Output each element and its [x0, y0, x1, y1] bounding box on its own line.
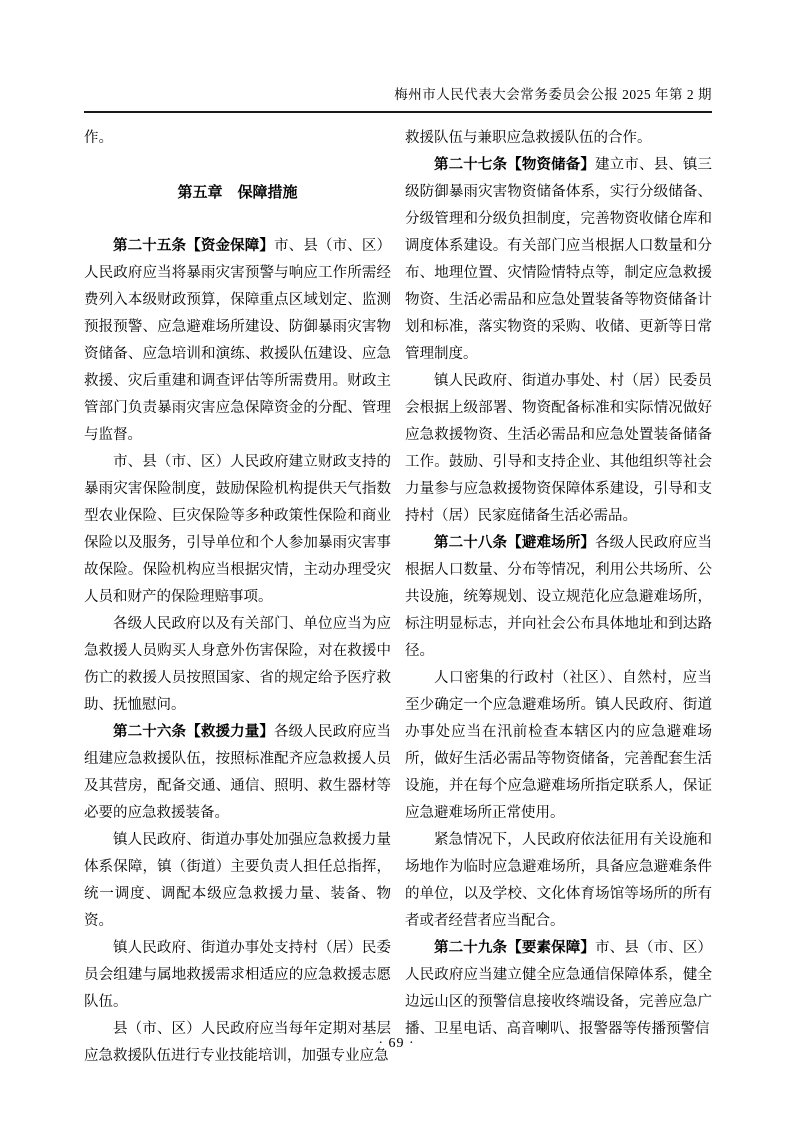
- paragraph: 第二十六条【救援力量】各级人民政府应当组建应急救援队伍，按照标准配齐应急救援人员及其营房，配备交通、通信、照明、救生器材等必要的应急救援装备。: [84, 724, 392, 821]
- right-column: [405, 125, 712, 1070]
- page-content: [84, 125, 712, 1070]
- paragraph: 第二十七条【物资储备】建立市、县、镇三级防御暴雨灾害物资储备体系，实行分级储备、分级管理和分级负担制度，完善物资收储仓库和调度体系建设。有关部门应当根据人口数量和分布、地理位置、灾情险情特点等，制定应急救援物资、生活必需品和应急处置装备等物资储备计划和标准，落实物资的采购、收储、更新等日常管理制度。: [405, 157, 713, 362]
- paragraph: 人口密集的行政村（社区）、自然村，应当至少确定一个应急避难场所。镇人民政府、街道办事处应当在汛前检查本辖区内的应急避难场所，做好生活必需品等物资储备，完善配套生活设施，并在每个应急避难场所指定联系人，保证应急避难场所正常使用。: [405, 670, 712, 821]
- page-number: · 69 ·: [378, 1036, 415, 1051]
- paragraph: 镇人民政府、街道办事处加强应急救援力量体系保障，镇（街道）主要负责人担任总指挥，统一调度、调配本级应急救援力量、装备、物资。: [84, 832, 391, 929]
- paragraph: 第二十九条【要素保障】市、县（市、区）人民政府应当建立健全应急通信保障体系，健全边远山区的预警信息接收终端设备，完善应急广播、卫星电话、高音喇叭、报警器等传播预警信: [405, 940, 713, 1037]
- paragraph: 救援队伍与兼职应急救援队伍的合作。: [405, 130, 652, 146]
- page-header: [84, 86, 712, 113]
- page-footer: [0, 1036, 793, 1052]
- article-lead: 第二十七条【物资储备】: [434, 157, 596, 173]
- paragraph: 各级人民政府以及有关部门、单位应当为应急救援人员购买人身意外伤害保险，对在救援中伤亡的救援人员按照国家、省的规定给予医疗救助、抚恤慰问。: [84, 616, 391, 713]
- paragraph: 紧急情况下，人民政府依法征用有关设施和场地作为临时应急避难场所，具备应急避难条件的单位，以及学校、文化体育场馆等场所的所有者或者经营者应当配合。: [405, 832, 712, 929]
- paragraph: 作。: [84, 130, 113, 146]
- chapter-heading: 第五章 保障措施: [177, 184, 298, 201]
- journal-title: 梅州市人民代表大会常务委员会公报 2025 年第 2 期: [394, 87, 712, 102]
- article-lead: 第二十五条【资金保障】: [113, 238, 275, 254]
- paragraph: 第二十五条【资金保障】市、县（市、区）人民政府应当将暴雨灾害预警与响应工作所需经费列入本级财政预算，保障重点区域划定、监测预报预警、应急避难场所建设、防御暴雨灾害物资储备、应急培训和演练、救援队伍建设、应急救援、灾后重建和调查评估等所需费用。财政主管部门负责暴雨灾害应急保障资金的分配、管理与监督。: [84, 238, 392, 443]
- left-column: [84, 125, 391, 1070]
- paragraph: 第二十八条【避难场所】各级人民政府应当根据人口数量、分布等情况，利用公共场所、公共设施，统筹规划、设立规范化应急避难场所，标注明显标志，并向社会公布具体地址和到达路径。: [405, 535, 713, 659]
- paragraph: 镇人民政府、街道办事处、村（居）民委员会根据上级部署、物资配备标准和实际情况做好应急救援物资、生活必需品和应急处置装备储备工作。鼓励、引导和支持企业、其他组织等社会力量参与应急救援物资保障体系建设，引导和支持村（居）民家庭储备生活必需品。: [405, 373, 712, 524]
- paragraph: 市、县（市、区）人民政府建立财政支持的暴雨灾害保险制度，鼓励保险机构提供天气指数型农业保险、巨灾保险等多种政策性保险和商业保险以及服务，引导单位和个人参加暴雨灾害事故保险。保险机构应当根据灾情，主动办理受灾人员和财产的保险理赔事项。: [84, 454, 391, 605]
- article-lead: 第二十八条【避难场所】: [434, 535, 596, 551]
- paragraph: 镇人民政府、街道办事处支持村（居）民委员会组建与属地救援需求相适应的应急救援志愿队伍。: [84, 940, 391, 1010]
- article-lead: 第二十九条【要素保障】: [434, 940, 596, 956]
- paragraph: 县（市、区）人民政府应当每年定期对基层应急救援队伍进行专业技能培训，加强专业应急: [84, 1021, 391, 1064]
- article-lead: 第二十六条【救援力量】: [113, 724, 275, 740]
